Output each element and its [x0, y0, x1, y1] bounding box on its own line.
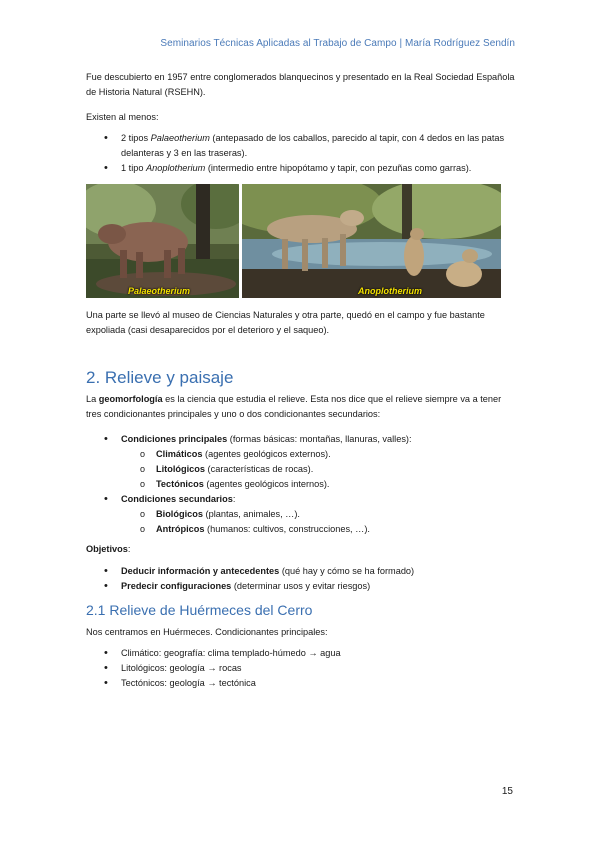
huermeces-list — [104, 646, 518, 691]
anoplotherium-photo — [242, 184, 501, 298]
sub-list-item: o Tectónicos (agentes geológicos internos). — [104, 477, 518, 492]
page-number: 15 — [501, 786, 513, 797]
sub-list-item: o Biológicos (plantas, animales, …). — [104, 507, 518, 522]
intro-paragraph: Fue descubierto en 1957 entre conglomerados blanquecinos y presentado en la Real Sociedad Española de Historia Natural (RSEHN). — [86, 72, 515, 97]
page-header: Seminarios Técnicas Aplicadas al Trabajo de Campo | María Rodríguez Sendín — [160, 38, 515, 49]
list-item: • 2 tipos Palaeotherium (antepasado de los caballos, parecido al tapir, con 4 dedos en las patas delanteras y 3 en las traseras). — [104, 131, 518, 161]
huermeces-paragraph: Nos centramos en Huérmeces. Condicionantes principales: — [86, 627, 328, 637]
objetivos-label: Objetivos: — [86, 544, 131, 554]
objetivos-list — [104, 564, 518, 594]
list-item: • 1 tipo Anoplotherium (intermedio entre hipopótamo y tapir, con pezuñas como garras). — [104, 161, 518, 176]
existen-paragraph: Existen al menos: — [86, 112, 159, 122]
list-item: • Predecir configuraciones (determinar usos y evitar riesgos) — [104, 579, 518, 594]
palaeotherium-photo — [86, 184, 239, 298]
sub-list-item: o Litológicos (características de rocas). — [104, 462, 518, 477]
list-item: • Climático: geografía: clima templado-húmedo → agua — [104, 646, 518, 661]
sub-list-item: o Climáticos (agentes geológicos externos). — [104, 447, 518, 462]
list-item: • Litológicos: geología → rocas — [104, 661, 518, 676]
sub-list-item: o Antrópicos (humanos: cultivos, construcciones, …). — [104, 522, 518, 537]
list-item: • Deducir información y antecedentes (qué hay y cómo se ha formado) — [104, 564, 518, 579]
list-item: • Condiciones principales (formas básicas: montañas, llanuras, valles): — [104, 432, 518, 447]
condiciones-list — [104, 432, 518, 537]
museo-paragraph: Una parte se llevó al museo de Ciencias Naturales y otra parte, quedó en el campo y fue bastante expoliada (casi desaparecidos por el deterioro y el saqueo). — [86, 310, 485, 335]
list-item: • Condiciones secundarios: — [104, 492, 518, 507]
image-caption: Anoplotherium — [358, 286, 422, 296]
section-heading: 2. Relieve y paisaje — [86, 368, 234, 387]
species-list — [104, 131, 518, 176]
image-caption: Palaeotherium — [128, 286, 191, 296]
geomorfologia-paragraph: La geomorfología es la ciencia que estudia el relieve. Esta nos dice que el relieve siempre va a tener tres condicionantes principales y uno o dos condicionantes secundarios: — [86, 394, 502, 419]
list-item: • Tectónicos: geología → tectónica — [104, 676, 518, 691]
subsection-heading: 2.1 Relieve de Huérmeces del Cerro — [86, 602, 313, 618]
